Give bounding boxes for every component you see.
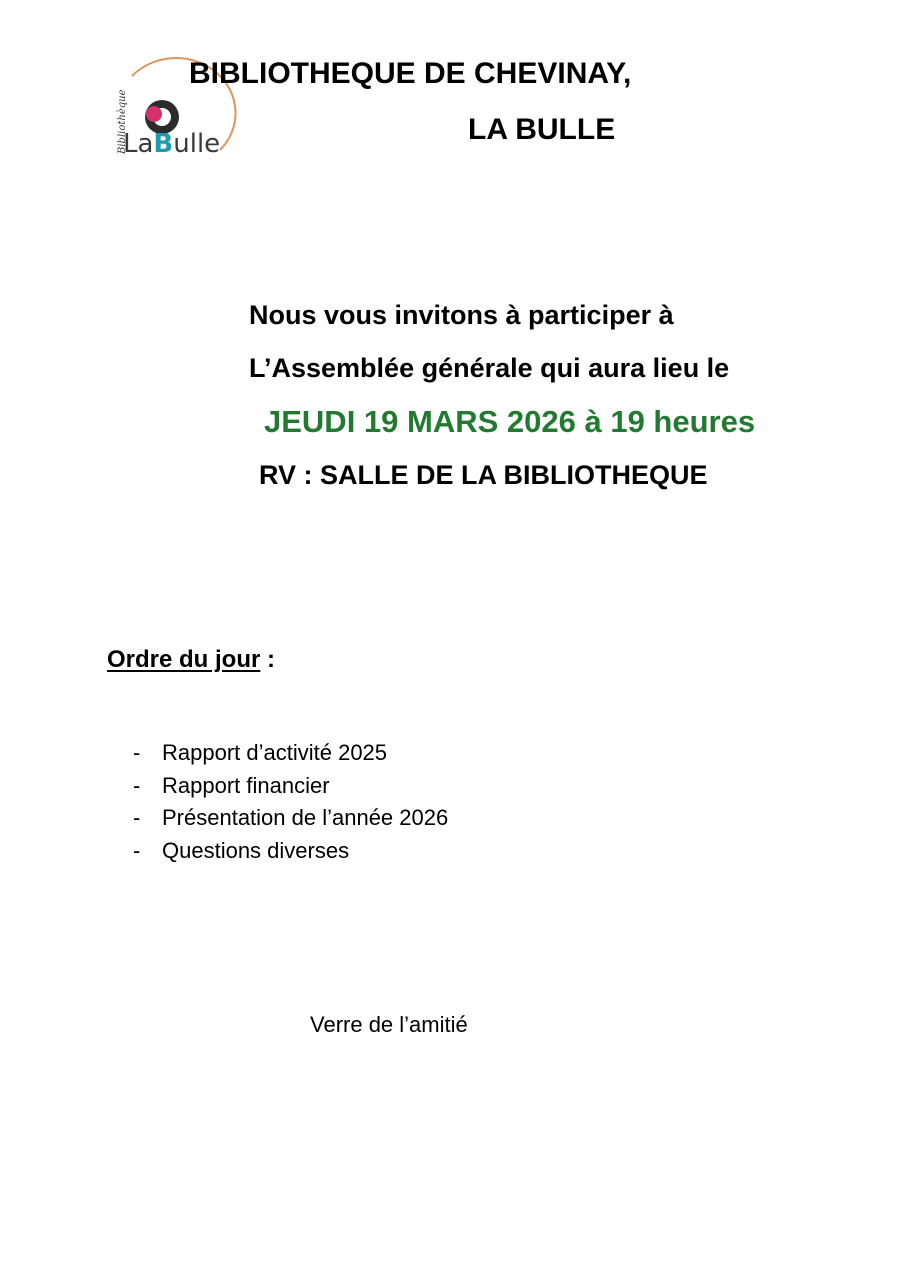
agenda-item-text: Rapport financier xyxy=(162,772,330,798)
agenda-heading-colon: : xyxy=(260,646,276,673)
agenda-item-text: Présentation de l’année 2026 xyxy=(162,805,449,830)
logo-wordmark-la: La xyxy=(123,129,154,159)
logo-wordmark xyxy=(123,129,220,159)
agenda-heading-text: Ordre du jour xyxy=(107,646,261,673)
bullet-dash: - xyxy=(133,805,141,830)
agenda-item-text: Questions diverses xyxy=(162,837,350,863)
bullet-dash: - xyxy=(133,837,141,863)
invitation-line-2: L’Assemblée générale qui aura lieu le xyxy=(249,353,730,383)
agenda-item-text: Rapport d’activité 2025 xyxy=(162,740,388,765)
logo-pink-bubble xyxy=(146,106,162,122)
agenda-item xyxy=(133,737,448,770)
agenda-list xyxy=(133,737,448,867)
logo-wordmark-b: B xyxy=(153,129,174,159)
library-subtitle: LA BULLE xyxy=(468,113,616,146)
invitation-line-1: Nous vous invitons à participer à xyxy=(249,300,674,330)
bullet-dash: - xyxy=(133,772,141,798)
bullet-dash: - xyxy=(133,740,141,765)
meeting-date: JEUDI 19 MARS 2026 à 19 heures xyxy=(264,404,756,439)
agenda-item xyxy=(133,802,448,835)
agenda-item xyxy=(133,770,448,803)
closing-note: Verre de l’amitié xyxy=(310,1012,468,1037)
agenda-item xyxy=(133,835,448,868)
logo-wordmark-ulle: ulle xyxy=(173,129,221,159)
agenda-heading xyxy=(107,645,275,675)
meeting-place: RV : SALLE DE LA BIBLIOTHEQUE xyxy=(259,460,708,490)
library-title: BIBLIOTHEQUE DE CHEVINAY, xyxy=(189,57,632,90)
logo-vertical-text: Bibliothèque xyxy=(117,89,128,154)
